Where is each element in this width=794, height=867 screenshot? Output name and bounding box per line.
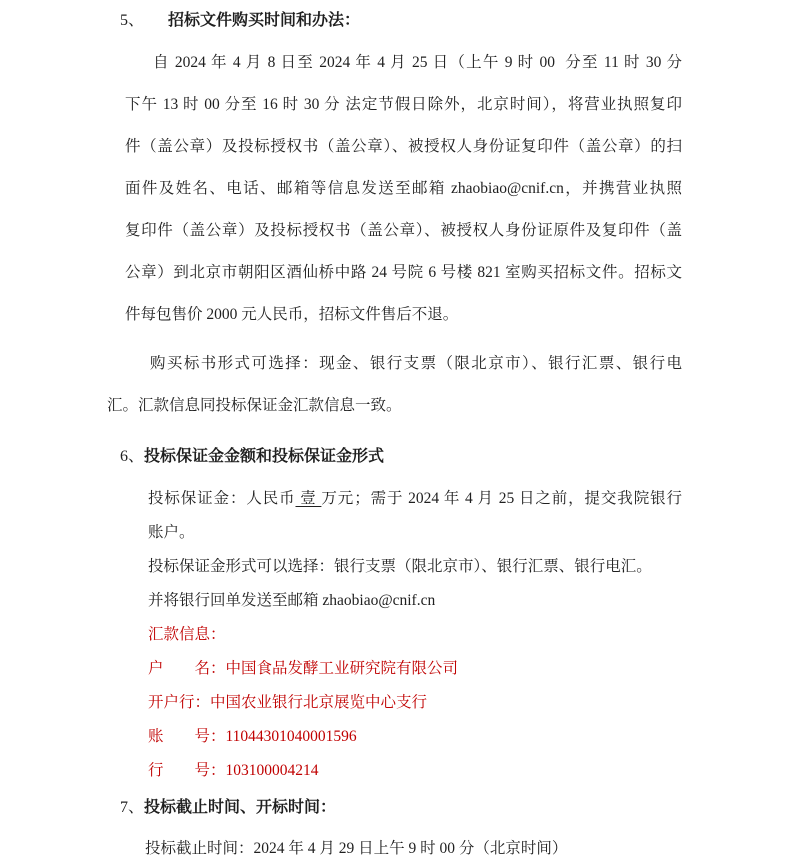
text-line: 面件及姓名、电话、邮箱等信息发送至邮箱 zhaobiao@cnif.cn，并携营业执照	[125, 180, 682, 197]
text-line: 并将银行回单发送至邮箱 zhaobiao@cnif.cn	[148, 592, 436, 609]
section-5-number: 5、	[120, 12, 145, 29]
text-line: 公章）到北京市朝阳区酒仙桥中路 24 号院 6 号楼 821 室购买招标文件。招标文	[125, 264, 682, 281]
text-line: 复印件（盖公章）及投标授权书（盖公章）、被授权人身份证原件及复印件（盖	[125, 222, 682, 239]
text-line: 汇。汇款信息同投标保证金汇款信息一致。	[107, 397, 402, 414]
text-line: 自 2024 年 4 月 8 日至 2024 年 4 月 25 日（上午 9 时 00 分至 11 时 30 分	[153, 54, 682, 71]
text-line: 购买标书形式可选择：现金、银行支票（限北京市）、银行汇票、银行电	[150, 355, 682, 372]
text-line: 投标保证金形式可以选择：银行支票（限北京市）、银行汇票、银行电汇。	[148, 558, 652, 575]
text-line: 下午 13 时 00 分至 16 时 30 分 法定节假日除外，北京时间），将营业执照复印	[125, 96, 682, 113]
text-line: 件每包售价 2000 元人民币，招标文件售后不退。	[125, 306, 459, 323]
section-7-heading	[120, 797, 336, 819]
section-5-title: 招标文件购买时间和办法：	[168, 12, 361, 29]
section-6-heading	[120, 446, 384, 468]
text-line: 账户。	[148, 524, 195, 541]
remittance-line: 开户行：中国农业银行北京展览中心支行	[148, 694, 428, 711]
remittance-line: 账 号：11044301040001596	[148, 728, 357, 745]
bid-deadline-line: 投标截止时间：2024 年 4 月 29 日上午 9 时 00 分（北京时间）	[145, 840, 568, 857]
remittance-info-block	[148, 618, 708, 788]
bid-bond-amount-underlined: 壹	[295, 490, 322, 507]
remittance-line: 行 号：103100004214	[148, 762, 319, 779]
section-7-number: 7、	[120, 799, 145, 816]
section-5-heading	[120, 10, 360, 32]
purchase-method-paragraph	[125, 42, 682, 336]
bid-bond-amount-line	[148, 482, 682, 516]
bid-bond-paragraph	[148, 482, 682, 618]
remittance-line: 汇款信息：	[148, 626, 226, 643]
remittance-line: 户 名：中国食品发酵工业研究院有限公司	[148, 660, 459, 677]
purchase-payment-paragraph	[107, 343, 682, 427]
section-6-number: 6、	[120, 448, 145, 465]
bid-bond-suffix: 万元；需于 2024 年 4 月 25 日之前，提交我院银行	[321, 490, 682, 507]
section-6-title: 投标保证金金额和投标保证金形式	[144, 448, 385, 465]
text-line: 件（盖公章）及投标授权书（盖公章）、被授权人身份证复印件（盖公章）的扫	[125, 138, 682, 155]
bid-bond-prefix: 投标保证金：人民币	[148, 490, 296, 507]
bid-bond-body-lines	[148, 516, 682, 618]
section-7-title: 投标截止时间、开标时间：	[144, 799, 337, 816]
